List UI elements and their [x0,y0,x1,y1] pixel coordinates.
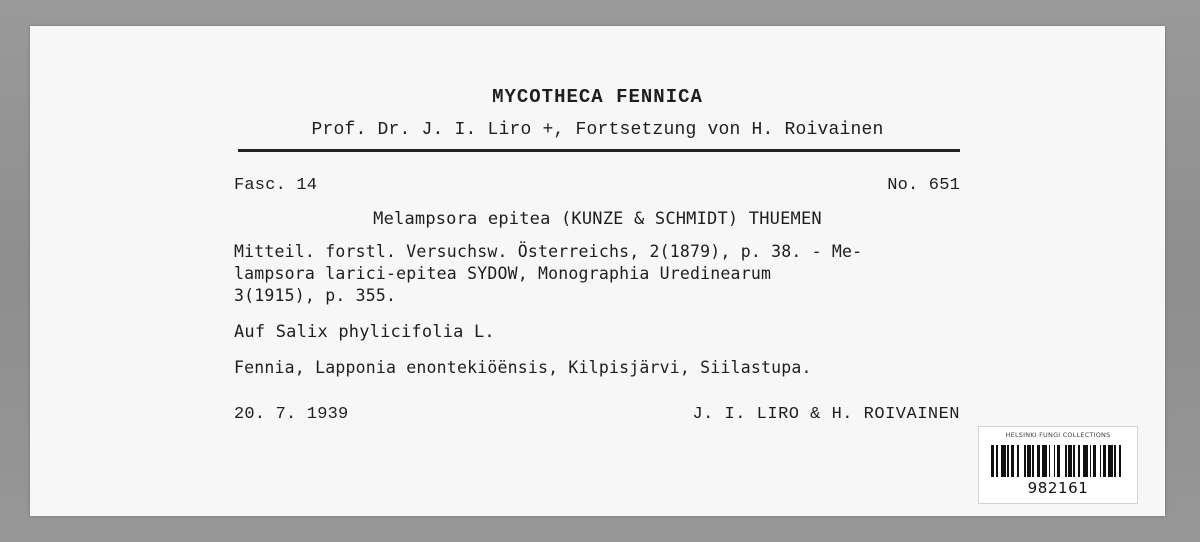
editors-line: Prof. Dr. J. I. Liro +, Fortsetzung von H. Roivainen [311,120,884,140]
herbarium-label [30,26,1165,516]
fascicle-number: Fasc. 14 [234,176,318,195]
reference-line: 3(1915), p. 355. [234,286,397,305]
collection-date: 20. 7. 1939 [234,405,349,424]
header-rule [238,149,960,152]
collectors: J. I. LIRO & H. ROIVAINEN [692,405,960,424]
host-plant: Auf Salix phylicifolia L. [234,322,495,342]
barcode-number: 982161 [1027,479,1089,497]
barcode-caption: HELSINKI FUNGI COLLECTIONS [1005,431,1111,439]
specimen-number: No. 651 [887,176,960,195]
collection-title: MYCOTHECA FENNICA [492,86,703,108]
reference-line: Mitteil. forstl. Versuchsw. Österreichs, 2(1879), p. 38. - Me- [234,242,863,261]
species-name: Melampsora epitea (KUNZE & SCHMIDT) THUEMEN [373,209,822,229]
barcode-sticker [978,426,1138,504]
collection-locality: Fennia, Lapponia enontekiöënsis, Kilpisjärvi, Siilastupa. [234,358,812,377]
reference-line: lampsora larici-epitea SYDOW, Monographia Uredinearum [234,264,772,283]
barcode-icon [991,445,1125,477]
literature-reference [234,241,959,307]
